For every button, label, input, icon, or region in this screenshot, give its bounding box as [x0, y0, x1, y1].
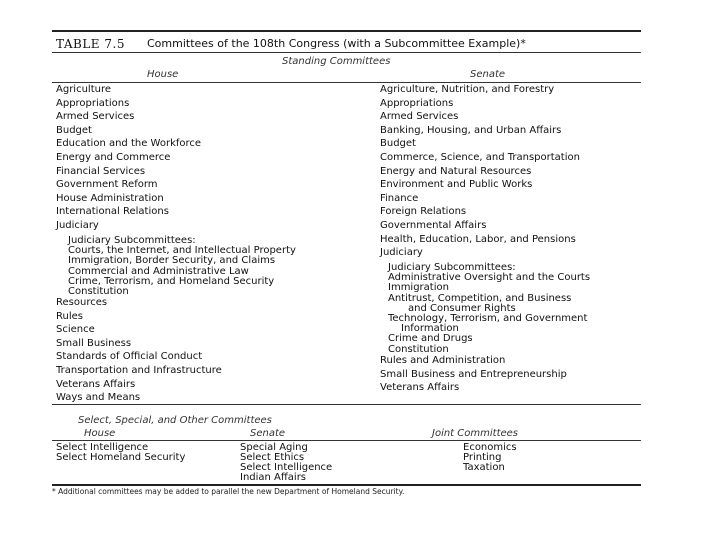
house-committee-item: Science — [56, 324, 95, 336]
senate-subcommittee-line: Antitrust, Competition, and Business — [388, 292, 572, 304]
house-subcommittee-line: Judiciary Subcommittees: — [68, 235, 196, 246]
table-title-row — [52, 32, 641, 52]
senate-subcommittee-line: Constitution — [388, 343, 449, 355]
house-subcommittee-line: Courts, the Internet, and Intellectual Property — [68, 245, 296, 257]
senate-committee-item: Judiciary — [380, 247, 423, 259]
select-senate-heading: Senate — [250, 428, 286, 439]
house-committee-item: Armed Services — [56, 111, 135, 123]
joint-committee-item: Economics — [463, 442, 517, 453]
select-header-rule — [52, 440, 641, 441]
select-senate-item: Indian Affairs — [240, 472, 307, 483]
house-subcommittee-line: Crime, Terrorism, and Homeland Security — [68, 275, 275, 287]
house-committee-item: Rules — [56, 310, 83, 322]
senate-judiciary-subcommittees — [388, 263, 590, 355]
senate-committee-list — [380, 83, 580, 260]
senate-committee-item: Foreign Relations — [380, 206, 467, 218]
joint-heading: Joint Committees — [432, 428, 519, 439]
senate-subcommittee-line: Immigration — [388, 282, 449, 294]
house-committee-list-continued — [56, 296, 222, 405]
committees-table — [52, 28, 641, 498]
house-subcommittee-line: Commercial and Administrative Law — [68, 265, 249, 277]
senate-subcommittee-line: and Consumer Rights — [408, 302, 516, 314]
footnote: * Additional committees may be added to parallel the new Department of Homeland Security. — [52, 487, 405, 496]
house-committee-item: International Relations — [56, 206, 169, 218]
table-label: TABLE 7.5 — [56, 37, 125, 51]
select-house-heading: House — [84, 428, 116, 439]
joint-committees-list — [463, 443, 517, 473]
house-committee-item: Budget — [56, 124, 92, 136]
house-heading: House — [147, 69, 179, 80]
select-house-list — [56, 443, 185, 463]
select-house-item: Select Homeland Security — [56, 452, 186, 463]
house-committee-item: Agriculture — [56, 84, 111, 95]
senate-committee-item: Budget — [380, 138, 416, 150]
select-house-item: Select Intelligence — [56, 442, 149, 453]
house-committee-item: Veterans Affairs — [56, 378, 136, 390]
senate-committee-item: Environment and Public Works — [380, 179, 533, 191]
select-senate-item: Special Aging — [240, 442, 308, 453]
senate-committee-item: Armed Services — [380, 111, 459, 123]
senate-committee-item: Energy and Natural Resources — [380, 165, 532, 177]
senate-committee-item: Commerce, Science, and Transportation — [380, 151, 580, 163]
senate-committee-item: Banking, Housing, and Urban Affairs — [380, 124, 562, 136]
senate-committee-item: Appropriations — [380, 97, 454, 109]
senate-committee-item: Rules and Administration — [380, 355, 506, 366]
senate-committee-list-continued — [380, 354, 567, 395]
joint-committee-item: Printing — [463, 452, 502, 463]
house-committee-item: Standards of Official Conduct — [56, 351, 203, 363]
senate-committee-item: Governmental Affairs — [380, 219, 487, 231]
table-caption: Committees of the 108th Congress (with a Subcommittee Example)* — [147, 37, 526, 50]
senate-heading: Senate — [470, 69, 506, 80]
house-committee-item: Ways and Means — [56, 392, 141, 404]
house-subcommittee-line: Immigration, Border Security, and Claims — [68, 255, 276, 267]
joint-committee-item: Taxation — [463, 462, 505, 473]
senate-committee-item: Agriculture, Nutrition, and Forestry — [380, 84, 555, 95]
senate-subcommittee-line: Crime and Drugs — [388, 333, 473, 345]
house-committee-item: Resources — [56, 297, 108, 308]
house-committee-item: Financial Services — [56, 165, 146, 177]
house-committee-item: Energy and Commerce — [56, 151, 171, 163]
house-committee-item: Small Business — [56, 337, 132, 349]
senate-subcommittee-line: Administrative Oversight and the Courts — [388, 272, 591, 284]
house-judiciary-subcommittees — [68, 236, 296, 297]
senate-committee-item: Health, Education, Labor, and Pensions — [380, 233, 576, 245]
bottom-rule — [52, 484, 641, 486]
select-senate-list — [240, 443, 332, 483]
select-senate-item: Select Ethics — [240, 452, 305, 463]
house-committee-item: Education and the Workforce — [56, 138, 202, 150]
senate-committee-item: Small Business and Entrepreneurship — [380, 368, 567, 380]
select-heading: Select, Special, and Other Committees — [78, 415, 272, 426]
senate-subcommittee-line: Information — [401, 323, 459, 335]
senate-committee-item: Veterans Affairs — [380, 382, 460, 394]
house-committee-list — [56, 83, 201, 233]
house-committee-item: Government Reform — [56, 179, 158, 191]
standing-heading: Standing Committees — [282, 56, 391, 67]
select-senate-item: Select Intelligence — [240, 462, 333, 473]
standing-bottom-rule — [52, 404, 641, 405]
house-committee-item: Transportation and Infrastructure — [56, 364, 222, 376]
senate-committee-item: Finance — [380, 192, 419, 204]
senate-subcommittee-line: Technology, Terrorism, and Government — [388, 312, 588, 324]
house-committee-item: House Administration — [56, 192, 164, 204]
house-committee-item: Appropriations — [56, 97, 130, 109]
senate-subcommittee-line: Judiciary Subcommittees: — [388, 262, 516, 273]
title-rule — [52, 52, 641, 53]
house-subcommittee-line: Constitution — [68, 285, 129, 297]
house-committee-item: Judiciary — [56, 219, 99, 231]
